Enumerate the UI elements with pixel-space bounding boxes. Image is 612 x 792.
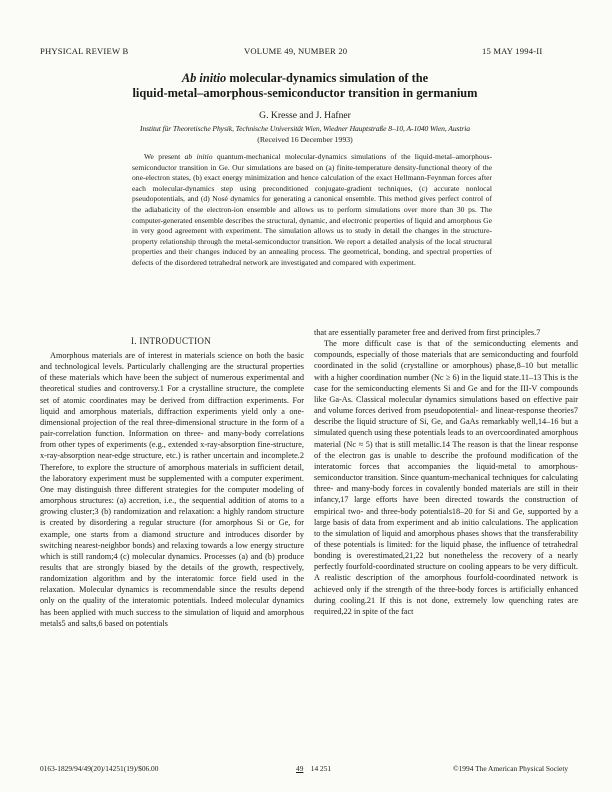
footer-page-number: 14 251 (310, 764, 332, 773)
affiliation: Institut für Theoretische Physik, Technische Universität Wien, Wiedner Hauptstraße 8–10, A-1040 Wien, Austria (140, 124, 470, 133)
abstract-body: quantum-mechanical molecular-dynamics simulations of the liquid-metal–amorphous-semiconductor transition in Ge. Our simulations are based on (a) finite-temperature density-functional theory of the one-electron states, (b) exact energy minimization and hence calculation of the exact Hellmann-Feynman forces after each molecular-dynamics step using preconditioned conjugate-gradient techniques, (c) accurate nonlocal pseudopotentials, and (d) Nosé dynamics for generating a canonical ensemble. This method gives perfect control of the adiabaticity of the electron-ion ensemble and allows us to perform simulations over more than 30 ps. The computer-generated ensemble describes the structural, dynamic, and electronic properties of liquid and amorphous Ge in very good agreement with experiment. The simulation allows us to study in detail the changes in the structure-property relationship through the metal-semiconductor transition. We report a detailed analysis of the local structural properties and their changes induced by an annealing process. The geometrical, bonding, and spectral properties of defects of the disordered tetrahedral network are investigated and compared with experiment. (132, 152, 492, 267)
abstract (132, 152, 492, 269)
footer-copyright: ©1994 The American Physical Society (453, 764, 569, 773)
left-column-text: Amorphous materials are of interest in materials science on both the basic and technological levels. Particularly challenging are the structural properties of these materials which have been the subject of numerous experimental and theoretical studies and controversy.1 For a crystalline structure, the complete set of atomic coordinates may be derived from diffraction experiments. For liquid and amorphous materials, diffraction experiments yield only a one-dimensional projection of the real three-dimensional structure in the form of a pair-correlation function. Information on three- and many-body correlations from other types of experiments (e.g., extended x-ray-absorption fine-structure, x-ray-absorption near-edge structure, etc.) is rather uncertain and incomplete.2 Therefore, to explore the structure of amorphous materials in sufficient detail, the laboratory experiment must be supplemented with a computer experiment. One may distinguish three different strategies for the computer modeling of amorphous structures: (a) accretion, i.e., the sequential addition of atoms to a growing cluster;3 (b) randomization and relaxation: a highly random structure is created by disordering a regular structure (for amorphous Si or Ge, for example, one starts from a diamond structure and introduces disorder by switching nearest-neighbor bonds) and relaxing towards a low energy structure which is still random;4 (c) molecular dynamics. Processes (a) and (b) produce results that are strongly biased by the details of the growth, respectively, randomization algorithm and by the interatomic force field used in the relaxation. Molecular dynamics is recommendable since the results depend only on the quality of the interatomic potentials. Indeed molecular dynamics has been applied with much success to the simulation of liquid and amorphous metals5 and salts,6 based on potentials (40, 351, 304, 628)
footer-volume: 49 (296, 764, 304, 773)
journal-name: PHYSICAL REVIEW B (40, 46, 129, 56)
received-date: (Received 16 December 1993) (257, 135, 353, 144)
authors: G. Kresse and J. Hafner (259, 110, 351, 121)
issue-date: 15 MAY 1994-II (482, 46, 543, 56)
footer-page (296, 764, 331, 773)
title-line2: liquid-metal–amorphous-semiconductor transition in germanium (132, 85, 478, 100)
paper-title (40, 71, 570, 100)
volume-number: VOLUME 49, NUMBER 20 (244, 46, 348, 56)
title-line1: molecular-dynamics simulation of the (229, 71, 429, 85)
abstract-italic: ab initio (184, 152, 213, 161)
right-column (314, 327, 578, 617)
section-heading: I. INTRODUCTION (131, 336, 211, 346)
title-italic: Ab initio (181, 71, 227, 85)
right-paragraph-1: that are essentially parameter free and derived from first principles.7 (314, 328, 541, 337)
right-paragraph-2: The more difficult case is that of the semiconducting elements and compounds, especially of those materials that are semiconducting and fourfold coordinated in the solid (crystalline or amorphous) phase,8–10 but metallic with a higher coordination number (Nc ≥ 6) in the liquid state.11–13 This is the case for the semiconducting elements Si and Ge and for the III-V compounds like Ga-As. Classical molecular dynamics simulations based on effective pair and volume forces derived from pseudopotential- and linear-response theories7 describe the liquid structure of Si, Ge, and GaAs remarkably well,14–16 but a simulated quench using these potentials leads to an overcoordinated amorphous material (Nc ≈ 5) that is still metallic.14 The reason is that the linear response of the electron gas is unable to describe the profound modification of the interatomic forces that accompanies the liquid-metal to amorphous-semiconductor transition. Since quantum-mechanical techniques for calculating three- and many-body forces in covalently bonded materials are still in their infancy,17 large efforts have been directed towards the construction of empirical two- and three-body potentials18–20 for Si and Ge, supported by a large basis of data from experiment and ab initio calculations. The application to the simulation of liquid and amorphous phases shows that the transferability of these potentials is limited: for the liquid phase, the influence of tetrahedral bonding is overestimated,21,22 but nonetheless the recovery of a nearly perfectly fourfold-coordinated structure on cooling appears to be very difficult. A realistic description of the amorphous fourfold-coordinated network is achieved only if the strength of the three-body forces is artificially enhanced during cooling.21 If this is not done, extremely low quenching rates are required,22 in spite of the fact (314, 339, 578, 616)
abstract-lead: We present (144, 152, 181, 161)
footer-code: 0163-1829/94/49(20)/14251(19)/$06.00 (40, 764, 159, 773)
